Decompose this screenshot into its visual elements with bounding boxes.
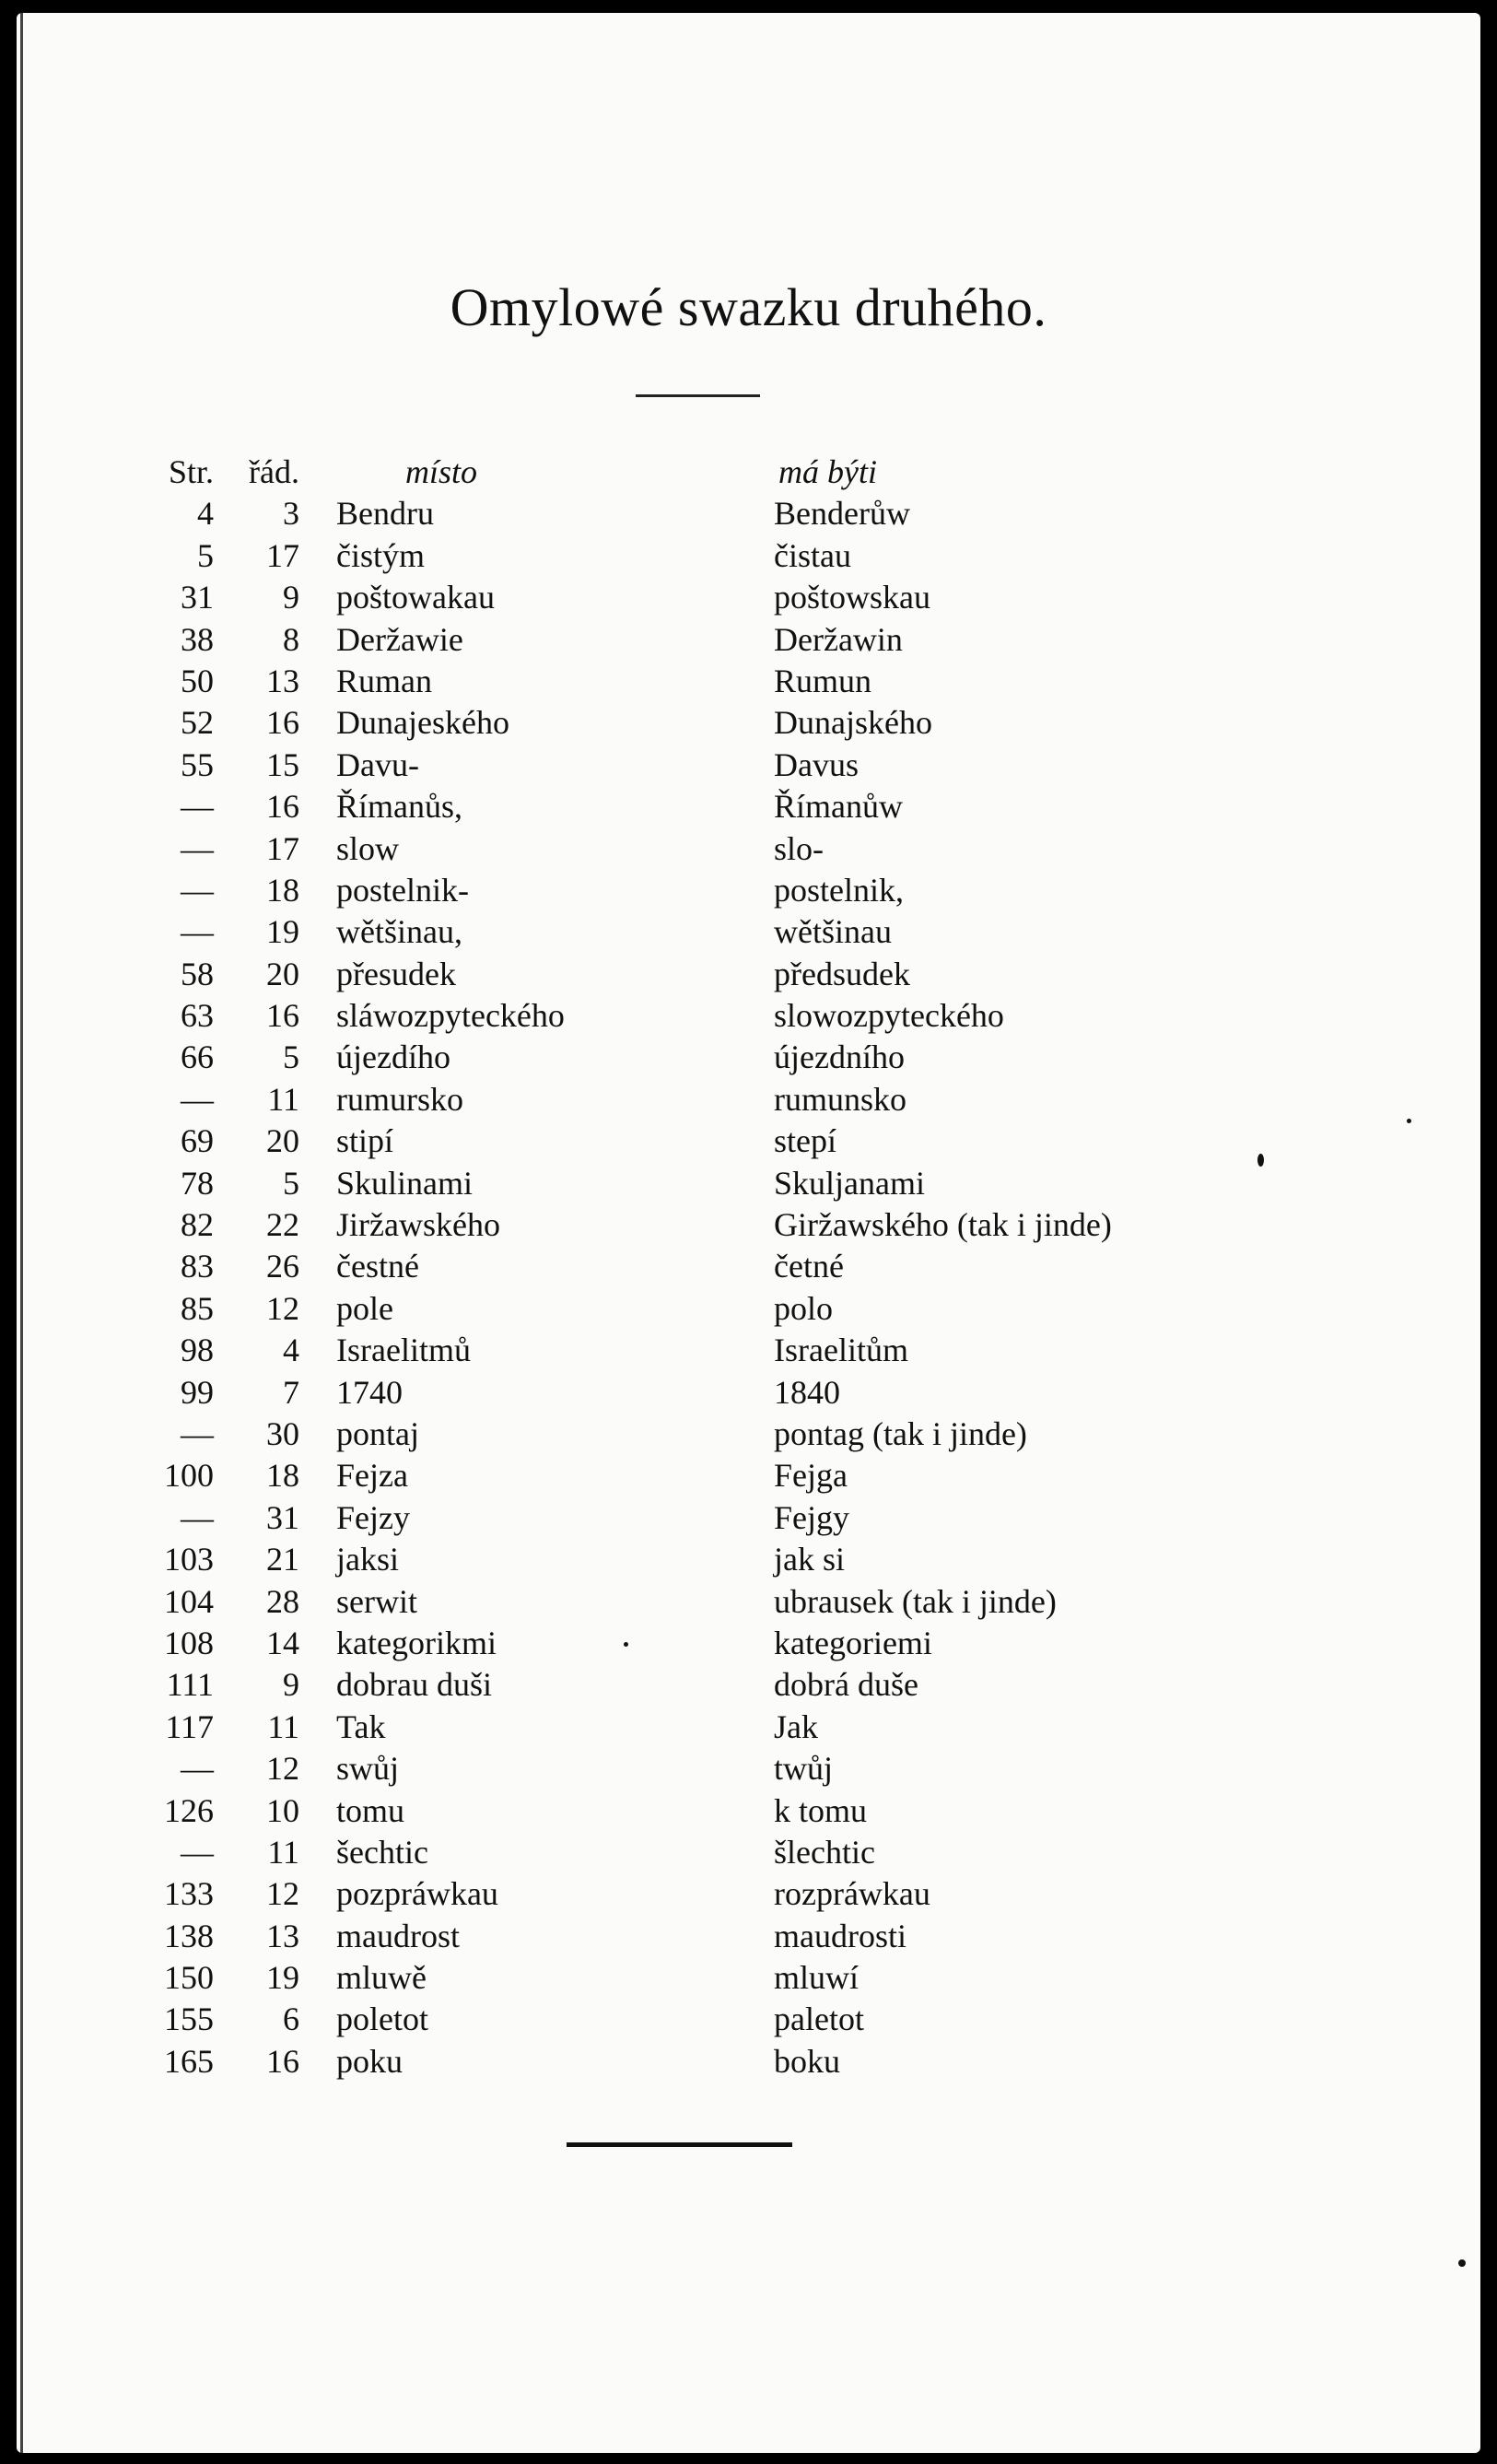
table-row (0, 1664, 1497, 1706)
page-number: 4 (197, 495, 214, 533)
erratum-original: kategorikmi (336, 1624, 497, 1661)
table-row (0, 1999, 1497, 2040)
line-number: 28 (266, 1582, 299, 1620)
line-number: 22 (266, 1206, 299, 1244)
erratum-original: Jiržawského (336, 1206, 500, 1244)
table-row (0, 745, 1497, 786)
line-number: 5 (283, 1164, 299, 1202)
erratum-correction: Benderůw (774, 495, 910, 533)
erratum-correction: k tomu (774, 1791, 868, 1829)
line-number: 16 (266, 997, 299, 1035)
table-row (0, 1121, 1497, 1162)
page-number: 117 (165, 1707, 214, 1745)
page-number: 66 (181, 1038, 214, 1076)
line-number: 31 (266, 1498, 299, 1536)
page-number: 85 (181, 1289, 214, 1327)
erratum-original: rumursko (336, 1080, 463, 1118)
line-number: 17 (266, 829, 299, 867)
erratum-original: poštowakau (336, 579, 495, 616)
table-row (0, 1079, 1497, 1121)
page-number: 108 (164, 1624, 214, 1661)
erratum-original: swůj (336, 1750, 400, 1788)
line-number: 9 (283, 579, 299, 616)
erratum-correction: poštowskau (774, 579, 930, 616)
table-row (0, 702, 1497, 744)
ink-speck (1257, 1154, 1264, 1167)
erratum-original: pole (336, 1289, 393, 1327)
erratum-correction: újezdního (774, 1038, 905, 1076)
page-number: 63 (181, 997, 214, 1035)
erratum-correction: maudrosti (774, 1917, 906, 1954)
page-number: 133 (164, 1875, 214, 1913)
erratum-original: postelnik- (336, 871, 469, 909)
erratum-correction: četné (774, 1248, 844, 1285)
table-row (0, 1748, 1497, 1789)
page-number: — (181, 1080, 214, 1118)
erratum-original: jaksi (336, 1541, 399, 1578)
erratum-correction: Davus (774, 745, 859, 783)
table-row (0, 1372, 1497, 1414)
erratum-correction: rozpráwkau (774, 1875, 930, 1913)
table-row (0, 577, 1497, 618)
line-number: 16 (266, 704, 299, 742)
table-row (0, 661, 1497, 702)
table-row (0, 1957, 1497, 1999)
table-row (0, 870, 1497, 911)
table-row (0, 1163, 1497, 1204)
page-number: — (181, 1750, 214, 1788)
header-byti: má býti (778, 453, 877, 490)
table-row (0, 619, 1497, 661)
erratum-original: šechtic (336, 1833, 428, 1871)
page-number: 111 (166, 1666, 214, 1704)
page-number: 69 (181, 1122, 214, 1160)
erratum-correction: šlechtic (774, 1833, 875, 1871)
erratum-correction: mluwí (774, 1959, 860, 1997)
table-row (0, 493, 1497, 534)
erratum-correction: Fejgy (774, 1498, 850, 1536)
erratum-correction: boku (774, 2042, 840, 2080)
erratum-correction: slo- (774, 829, 824, 867)
erratum-original: Tak (336, 1707, 386, 1745)
erratum-original: přesudek (336, 955, 456, 992)
erratum-original: dobrau duši (336, 1666, 492, 1704)
page-number: — (181, 1498, 214, 1536)
ink-speck (1407, 1119, 1411, 1123)
erratum-correction: ubrausek (tak i jinde) (774, 1582, 1057, 1620)
erratum-original: Fejzy (336, 1498, 410, 1536)
line-number: 11 (267, 1080, 299, 1118)
line-number: 11 (267, 1707, 299, 1745)
erratum-correction: Jak (774, 1707, 818, 1745)
erratum-correction: slowozpyteckého (774, 997, 1004, 1035)
erratum-correction: předsudek (774, 955, 910, 992)
page-number: 165 (164, 2042, 214, 2080)
table-row (0, 828, 1497, 870)
line-number: 3 (283, 495, 299, 533)
table-row (0, 1414, 1497, 1455)
erratum-correction: wětšinau (774, 913, 892, 951)
erratum-original: čestné (336, 1248, 419, 1285)
table-row (0, 1539, 1497, 1580)
page-number: — (181, 871, 214, 909)
erratum-correction: polo (774, 1289, 834, 1327)
table-row (0, 1246, 1497, 1287)
erratum-correction: paletot (774, 2001, 864, 2038)
table-row (0, 1707, 1497, 1748)
erratum-original: sláwozpyteckého (336, 997, 565, 1035)
page-number: 83 (181, 1248, 214, 1285)
table-row (0, 2041, 1497, 2083)
table-row (0, 1497, 1497, 1539)
erratum-correction: Dunajského (774, 704, 932, 742)
table-row (0, 1037, 1497, 1078)
table-row (0, 954, 1497, 995)
erratum-original: Dunajeského (336, 704, 509, 742)
erratum-original: Římanůs, (336, 788, 463, 826)
line-number: 4 (283, 1332, 299, 1369)
erratum-original: stipí (336, 1122, 394, 1160)
erratum-original: újezdího (336, 1038, 450, 1076)
page-number: 82 (181, 1206, 214, 1244)
table-row (0, 786, 1497, 827)
line-number: 12 (266, 1289, 299, 1327)
page-number: — (181, 1833, 214, 1871)
erratum-original: maudrost (336, 1917, 460, 1954)
line-number: 10 (266, 1791, 299, 1829)
page-number: — (181, 1414, 214, 1452)
table-row (0, 1790, 1497, 1832)
erratum-correction: twůj (774, 1750, 834, 1788)
erratum-original: slow (336, 829, 400, 867)
page-number: — (181, 829, 214, 867)
errata-table (0, 452, 1497, 2083)
erratum-original: pontaj (336, 1414, 419, 1452)
erratum-correction: Giržawského (tak i jinde) (774, 1206, 1112, 1244)
erratum-correction: kategoriemi (774, 1624, 932, 1661)
table-row (0, 1204, 1497, 1246)
line-number: 13 (266, 662, 299, 699)
line-number: 20 (266, 1122, 299, 1160)
erratum-original: Skulinami (336, 1164, 474, 1202)
header-str: Str. (168, 453, 214, 490)
page-number: 103 (164, 1541, 214, 1578)
erratum-correction: postelnik, (774, 871, 904, 909)
line-number: 8 (283, 620, 299, 658)
line-number: 17 (266, 536, 299, 574)
line-number: 19 (266, 1959, 299, 1997)
erratum-original: Deržawie (336, 620, 463, 658)
line-number: 12 (266, 1875, 299, 1913)
page-number: 55 (181, 745, 214, 783)
erratum-correction: jak si (774, 1541, 845, 1578)
ink-speck (1458, 2259, 1466, 2267)
table-row (0, 1455, 1497, 1496)
line-number: 26 (266, 1248, 299, 1285)
erratum-correction: Fejga (774, 1457, 848, 1495)
title-rule (636, 394, 760, 397)
table-row (0, 535, 1497, 577)
header-rad: řád. (249, 453, 299, 490)
erratum-correction: 1840 (774, 1373, 840, 1411)
erratum-correction: Skuljanami (774, 1164, 925, 1202)
page-number: 78 (181, 1164, 214, 1202)
table-header (0, 452, 1497, 493)
table-row (0, 1330, 1497, 1371)
table-row (0, 911, 1497, 953)
erratum-correction: Římanůw (774, 788, 903, 826)
page-number: 138 (164, 1917, 214, 1954)
table-row (0, 995, 1497, 1037)
line-number: 12 (266, 1750, 299, 1788)
page-number: 155 (164, 2001, 214, 2038)
erratum-original: Israelitmů (336, 1332, 471, 1369)
erratum-original: Bendru (336, 495, 434, 533)
line-number: 16 (266, 2042, 299, 2080)
erratum-correction: dobrá duše (774, 1666, 918, 1704)
page-number: 5 (197, 536, 214, 574)
erratum-correction: Deržawin (774, 620, 903, 658)
table-row (0, 1623, 1497, 1664)
erratum-correction: Israelitům (774, 1332, 908, 1369)
table-row (0, 1581, 1497, 1623)
line-number: 13 (266, 1917, 299, 1954)
erratum-original: Fejza (336, 1457, 408, 1495)
page-number: 100 (164, 1457, 214, 1495)
closing-rule (567, 2142, 792, 2147)
line-number: 30 (266, 1414, 299, 1452)
line-number: 16 (266, 788, 299, 826)
erratum-original: wětšinau, (336, 913, 462, 951)
ink-speck (624, 1642, 628, 1647)
page-number: 104 (164, 1582, 214, 1620)
line-number: 7 (283, 1373, 299, 1411)
erratum-original: Davu- (336, 745, 419, 783)
line-number: 20 (266, 955, 299, 992)
line-number: 18 (266, 1457, 299, 1495)
line-number: 19 (266, 913, 299, 951)
table-row (0, 1873, 1497, 1915)
page-number: — (181, 913, 214, 951)
erratum-correction: Rumun (774, 662, 872, 699)
page-number: 38 (181, 620, 214, 658)
page-number: 126 (164, 1791, 214, 1829)
page-number: 52 (181, 704, 214, 742)
page-title: Omylowé swazku druhého. (450, 277, 1047, 337)
erratum-original: 1740 (336, 1373, 403, 1411)
page-number: 150 (164, 1959, 214, 1997)
erratum-correction: stepí (774, 1122, 836, 1160)
erratum-original: tomu (336, 1791, 405, 1829)
table-row (0, 1832, 1497, 1873)
page-number: 31 (181, 579, 214, 616)
erratum-correction: pontag (tak i jinde) (774, 1414, 1027, 1452)
erratum-original: pozpráwkau (336, 1875, 498, 1913)
page-number: 99 (181, 1373, 214, 1411)
erratum-correction: čistau (774, 536, 851, 574)
line-number: 15 (266, 745, 299, 783)
page-number: 50 (181, 662, 214, 699)
erratum-original: Ruman (336, 662, 432, 699)
page-number: 98 (181, 1332, 214, 1369)
table-body (0, 493, 1497, 2083)
erratum-correction: rumunsko (774, 1080, 906, 1118)
erratum-original: poletot (336, 2001, 428, 2038)
table-row (0, 1288, 1497, 1330)
erratum-original: serwit (336, 1582, 417, 1620)
table-row (0, 1916, 1497, 1957)
line-number: 14 (266, 1624, 299, 1661)
erratum-original: čistým (336, 536, 425, 574)
line-number: 6 (283, 2001, 299, 2038)
line-number: 18 (266, 871, 299, 909)
line-number: 5 (283, 1038, 299, 1076)
line-number: 11 (267, 1833, 299, 1871)
line-number: 21 (266, 1541, 299, 1578)
erratum-original: poku (336, 2042, 403, 2080)
line-number: 9 (283, 1666, 299, 1704)
page-number: 58 (181, 955, 214, 992)
header-misto: místo (405, 453, 478, 490)
page-number: — (181, 788, 214, 826)
erratum-original: mluwě (336, 1959, 427, 1997)
